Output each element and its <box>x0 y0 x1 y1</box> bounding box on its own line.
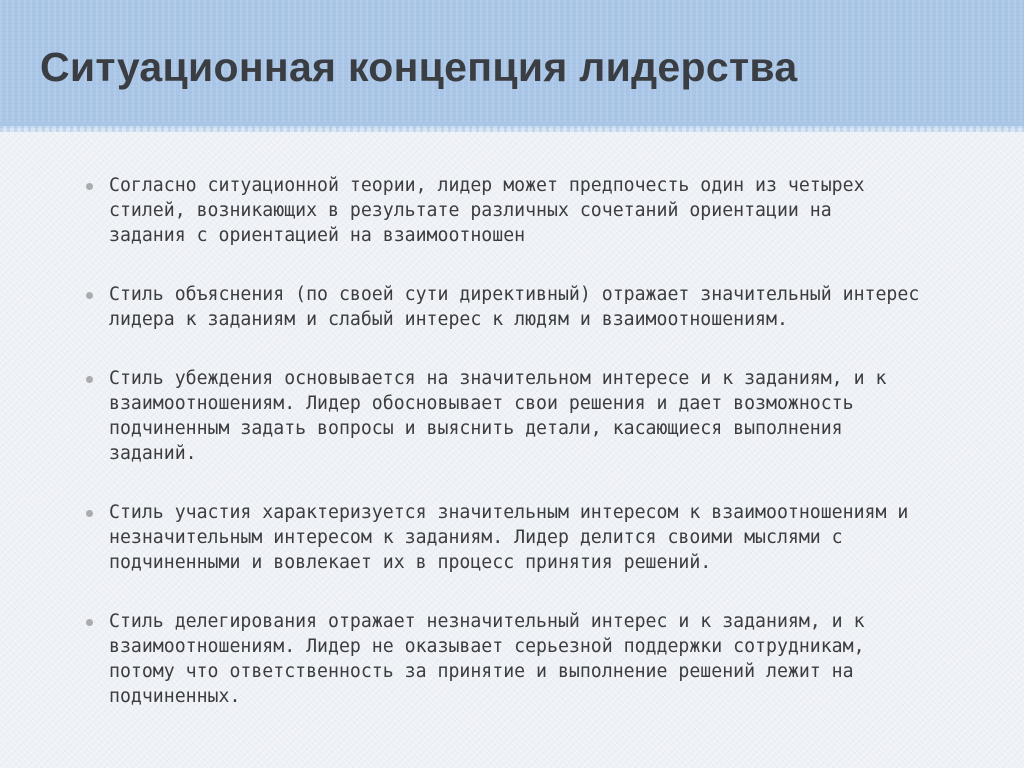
list-item <box>86 282 1006 332</box>
bullet-icon <box>86 376 93 383</box>
page-title: Ситуационная концепция лидерства <box>40 44 798 90</box>
bullet-icon <box>86 183 93 190</box>
bullet-text: Стиль убеждения основывается на значительном интересе и к заданиям, и к взаимоотношениям. Лидер обосновывает свои решения и дает возможность подчиненным задать вопросы и выяснить детали, касающиеся выполнения заданий. <box>109 368 887 464</box>
bullet-text: Стиль делегирования отражает незначительный интерес и к заданиям, и к взаимоотношениям. Лидер не оказывает серьезной поддержки сотрудникам, потому что ответственность за принятие и выполнение решений лежит на подчиненных. <box>109 611 865 707</box>
bullet-text: Согласно ситуационной теории, лидер может предпочесть один из четырех стилей, возникающих в результате различных сочетаний ориентации на задания с ориентацией на взаимоотношен <box>109 175 865 246</box>
bullet-list <box>86 173 1006 709</box>
bullet-icon <box>86 292 93 299</box>
list-item <box>86 500 1006 575</box>
title-band-texture <box>0 126 1024 132</box>
bullet-icon <box>86 510 93 517</box>
bullet-text: Стиль участия характеризуется значительным интересом к взаимоотношениям и незначительным интересом к заданиям. Лидер делится своими мыслями с подчиненными и вовлекает их в процесс принятия решений. <box>109 502 909 573</box>
list-item <box>86 609 1006 709</box>
slide-body <box>86 173 1006 743</box>
list-item <box>86 366 1006 466</box>
bullet-icon <box>86 619 93 626</box>
bullet-text: Стиль объяснения (по своей сути директивный) отражает значительный интерес лидера к заданиям и слабый интерес к людям и взаимоотношениям. <box>109 284 920 330</box>
list-item <box>86 173 1006 248</box>
